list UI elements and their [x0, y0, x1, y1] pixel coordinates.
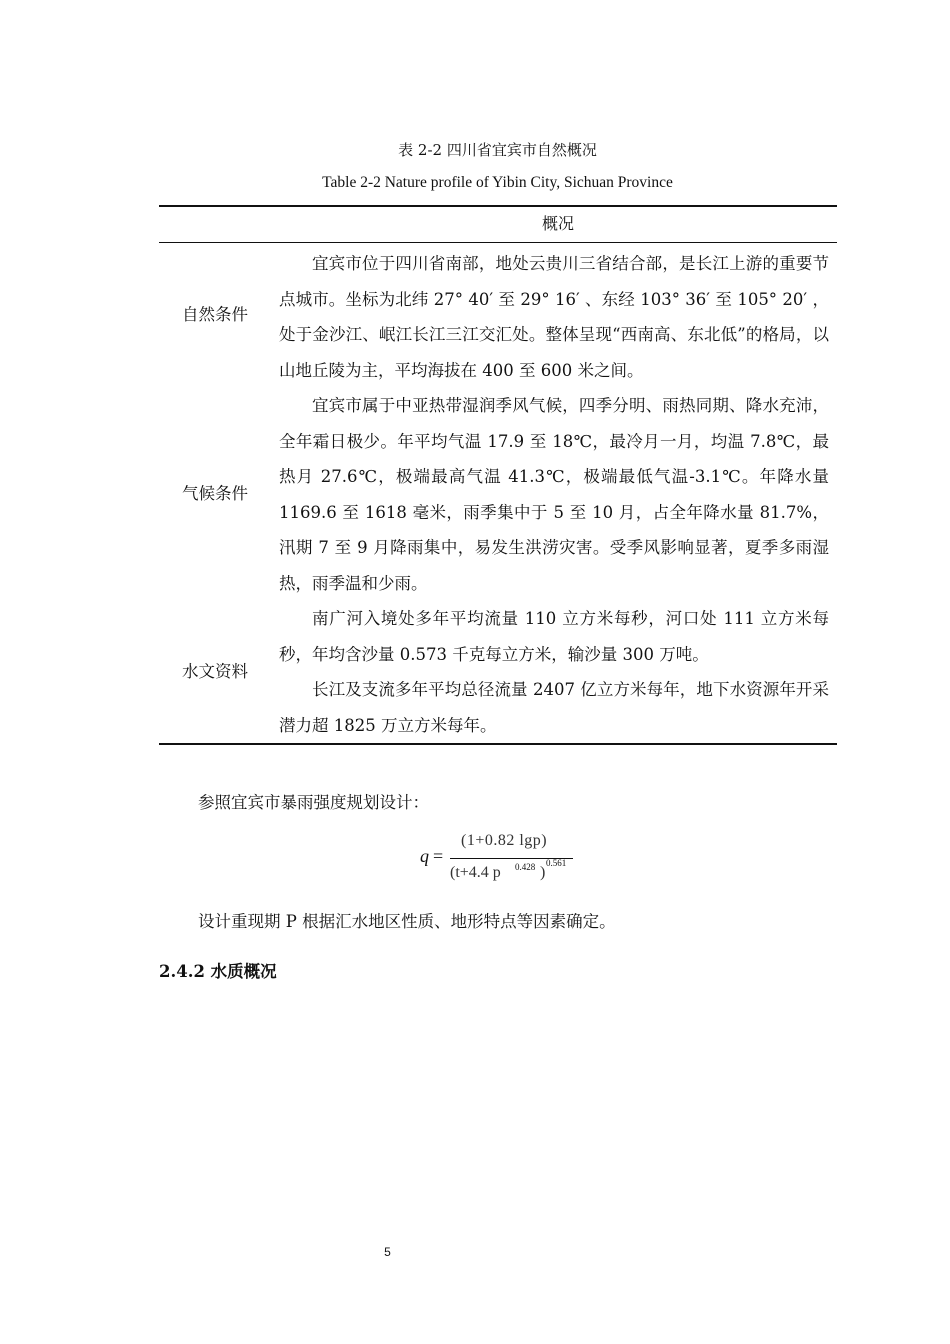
formula-lhs: q [420, 846, 429, 866]
rainstorm-intro-paragraph: 参照宜宾市暴雨强度规划设计： [198, 793, 429, 812]
table-header-rule [159, 242, 837, 243]
row-label-hydrology-data: 水文资料 [182, 662, 248, 681]
row-paragraph: 南广河入境处多年平均流量 110 立方米每秒，河口处 111 立方米每秒，年均含沙量 0.573 千克每立方米，输沙量 300 万吨。 [279, 609, 829, 664]
section-heading-water-quality: 2.4.2 水质概况 [159, 962, 277, 981]
formula-outer-exponent: 0.561 [546, 858, 567, 868]
row-paragraph: 宜宾市属于中亚热带湿润季风气候，四季分明、雨热同期、降水充沛，全年霜日极少。年平均气温 17.9 至 18℃，最冷月一月，均温 7.8℃，最热月 27.6℃，极端最高气温 41.3℃，极端最低气温-3.1℃。年降水量 1169.6 至 1618 毫米，雨季集中于 5 至 10 月，占全年降水量 81.7%，汛期 7 至 9 月降雨集中，易发生洪涝灾害。受季风影响显著，夏季多雨湿热，雨季温和少雨。 [279, 396, 829, 593]
row-paragraph: 宜宾市位于四川省南部，地处云贵川三省结合部，是长江上游的重要节点城市。坐标为北纬 27° 40′ 至 29° 16′ 、东经 103° 36′ 至 105° 20′ ，处于金沙江、岷江长江三江交汇处。整体呈现“西南高、东北低”的格局，以山地丘陵为主，平均海拔在 400 至 600 米之间。 [279, 254, 829, 380]
formula-inner-exponent: 0.428 [515, 862, 536, 872]
row-label-climate-conditions: 气候条件 [182, 484, 248, 503]
formula-equals: = [433, 846, 444, 866]
return-period-paragraph: 设计重现期 P 根据汇水地区性质、地形特点等因素确定。 [198, 912, 616, 931]
page-number: 5 [384, 1245, 391, 1259]
table-top-rule [159, 205, 837, 207]
row-label-natural-conditions: 自然条件 [182, 305, 248, 324]
row-text-hydrology-data [279, 601, 829, 743]
formula-numerator: (1+0.82 lgp) [461, 832, 548, 849]
table-header-overview: 概况 [541, 214, 574, 233]
row-text-natural-conditions [279, 246, 829, 388]
rainstorm-intensity-formula [420, 832, 620, 892]
table-caption-english: Table 2-2 Nature profile of Yibin City, Sichuan Province [322, 174, 673, 191]
formula-denominator-base: (t+4.4 p [450, 864, 501, 881]
table-caption-chinese: 表 2-2 四川省宜宾市自然概况 [398, 141, 597, 159]
row-paragraph: 长江及支流多年平均总径流量 2407 亿立方米每年，地下水资源年开采潜力超 1825 万立方米每年。 [279, 680, 829, 735]
row-text-climate-conditions [279, 388, 829, 602]
formula-denominator-close: ) [540, 864, 546, 881]
table-bottom-rule [159, 743, 837, 745]
nature-profile-table [159, 205, 837, 745]
